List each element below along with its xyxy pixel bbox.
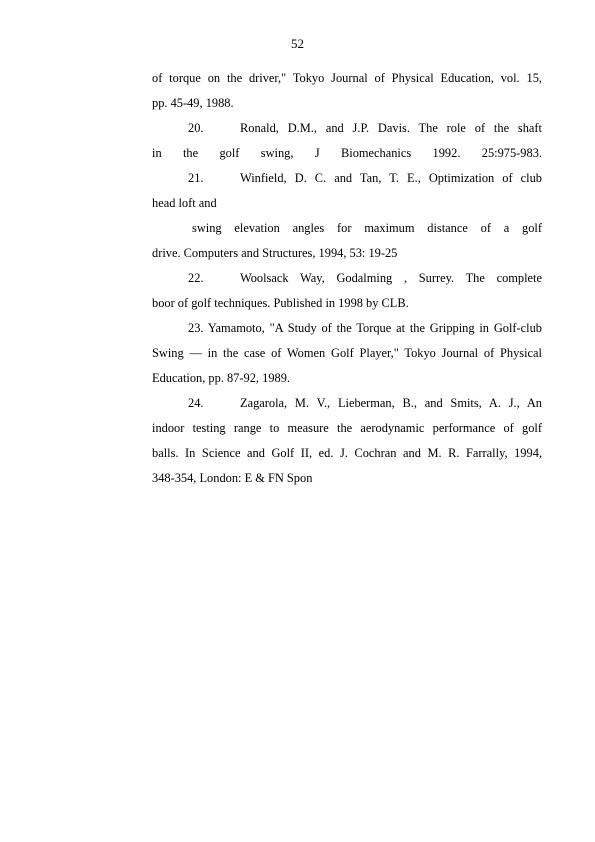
reference-line: Zagarola, M. V., Lieberman, B., and Smits, A. J., An [240, 396, 542, 410]
reference-line: Winfield, D. C. and Tan, T. E., Optimization of club [240, 171, 542, 185]
reference-number: 24. [188, 396, 204, 410]
reference-line: boor of golf techniques. Published in 1998 by CLB. [152, 296, 409, 310]
reference-line: balls. In Science and Golf II, ed. J. Cochran and M. R. Farrally, 1994, [152, 446, 542, 460]
reference-number: 22. [188, 271, 204, 285]
reference-22 [152, 266, 542, 291]
reference-line: Swing — in the case of Women Golf Player," Tokyo Journal of Physical [152, 346, 542, 360]
page-number: 52 [291, 36, 304, 51]
reference-line: drive. Computers and Structures, 1994, 53: 19-25 [152, 246, 398, 260]
reference-line: Woolsack Way, Godalming , Surrey. The complete [240, 271, 542, 285]
reference-line: Education, pp. 87-92, 1989. [152, 371, 290, 385]
reference-20 [152, 116, 542, 141]
reference-line: 348-354, London: E & FN Spon [152, 471, 313, 485]
reference-line: pp. 45-49, 1988. [152, 96, 234, 110]
reference-line: indoor testing range to measure the aerodynamic performance of golf [152, 421, 542, 435]
reference-line: swing elevation angles for maximum distance of a golf [192, 221, 542, 235]
reference-number: 20. [188, 121, 204, 135]
reference-21 [152, 166, 542, 191]
references-list [152, 66, 542, 491]
reference-line: in the golf swing, J Biomechanics 1992. 25:975-983. [152, 146, 542, 160]
reference-line: of torque on the driver," Tokyo Journal of Physical Education, vol. 15, [152, 71, 542, 85]
reference-line: Ronald, D.M., and J.P. Davis. The role of the shaft [240, 121, 542, 135]
reference-23: 23. Yamamoto, "A Study of the Torque at the Gripping in Golf-club [188, 321, 542, 335]
reference-number: 21. [188, 171, 204, 185]
reference-24 [152, 391, 542, 416]
reference-line: head loft and [152, 196, 217, 210]
